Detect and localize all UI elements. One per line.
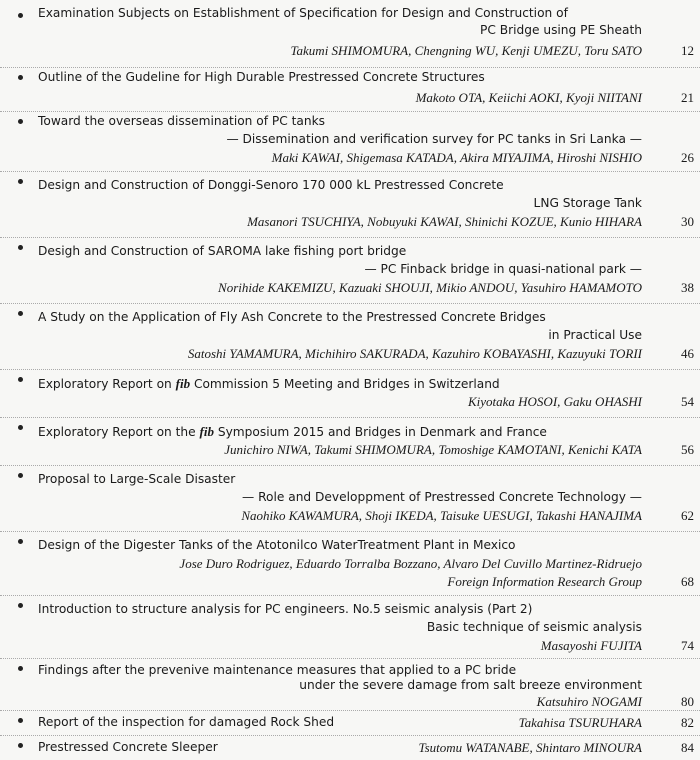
entry-page-number: 56: [681, 442, 694, 457]
bullet-icon: [18, 119, 23, 124]
bullet-icon: [18, 311, 23, 316]
bullet-icon: [18, 603, 23, 608]
entry-title: Outline of the Gudeline for High Durable Prestressed Concrete Structures: [38, 70, 485, 84]
entry-page-number: 84: [681, 740, 694, 755]
toc-entry[interactable]: [0, 171, 700, 232]
entry-authors: Kiyotaka HOSOI, Gaku OHASHI: [467, 394, 642, 409]
entry-page-number: 38: [681, 280, 694, 295]
entry-title-continued: PC Bridge using PE Sheath: [480, 23, 642, 37]
entry-page-number: 46: [681, 346, 694, 361]
entry-subtitle: Basic technique of seismic analysis: [426, 620, 642, 634]
entry-title: Design of the Digester Tanks of the Atotonilco WaterTreatment Plant in Mexico: [38, 538, 516, 552]
toc-entry[interactable]: [0, 237, 700, 298]
entry-page-number: 62: [681, 508, 694, 523]
entry-authors-group: Foreign Information Research Group: [447, 574, 642, 589]
entry-authors: Tsutomu WATANABE, Shintaro MINOURA: [418, 740, 642, 755]
bullet-icon: [18, 539, 23, 544]
entry-title: Toward the overseas dissemination of PC tanks: [38, 114, 325, 128]
toc-entry[interactable]: [0, 369, 700, 412]
entry-subtitle: — Dissemination and verification survey for PC tanks in Sri Lanka —: [226, 132, 642, 146]
entry-title: Prestressed Concrete Sleeper: [38, 740, 218, 754]
entry-title-continued: LNG Storage Tank: [533, 196, 642, 210]
entry-title: Introduction to structure analysis for PC engineers. No.5 seismic analysis (Part 2): [38, 602, 533, 616]
entry-page-number: 54: [681, 394, 694, 409]
entry-title-continued: in Practical Use: [548, 328, 642, 342]
entry-page-number: 12: [681, 43, 694, 58]
toc-entry[interactable]: [0, 595, 700, 656]
toc-entry[interactable]: [0, 710, 700, 735]
toc-entry[interactable]: [0, 303, 700, 364]
entry-authors: Jose Duro Rodriguez, Eduardo Torralba Bozzano, Alvaro Del Cuvillo Martinez-Ridruejo: [179, 556, 642, 571]
entry-authors: Masanori TSUCHIYA, Nobuyuki KAWAI, Shinichi KOZUE, Kunio HIHARA: [247, 214, 642, 229]
entry-title: Desigh and Construction of SAROMA lake fishing port bridge: [38, 244, 407, 258]
entry-title: A Study on the Application of Fly Ash Concrete to the Prestressed Concrete Bridges: [38, 310, 546, 324]
bullet-icon: [18, 425, 23, 430]
entry-title-continued: under the severe damage from salt breeze environment: [299, 678, 642, 692]
toc-entry[interactable]: [0, 67, 700, 106]
toc-entry[interactable]: [0, 531, 700, 594]
bullet-icon: [18, 377, 23, 382]
entry-authors: Maki KAWAI, Shigemasa KATADA, Akira MIYAJIMA, Hiroshi NISHIO: [271, 150, 642, 165]
bullet-icon: [18, 473, 23, 478]
entry-page-number: 74: [681, 638, 694, 653]
toc-entry[interactable]: [0, 465, 700, 526]
entry-title: Findings after the prevenive maintenance measures that applied to a PC bride: [38, 663, 517, 677]
entry-title: Design and Construction of Donggi-Senoro 170 000 kL Prestressed Concrete: [38, 178, 504, 192]
entry-page-number: 80: [681, 694, 694, 709]
entry-subtitle: — Role and Developpment of Prestressed Concrete Technology —: [242, 490, 642, 504]
entry-title: Exploratory Report on the fib Symposium 2015 and Bridges in Denmark and France: [38, 424, 547, 439]
entry-authors: Norihide KAKEMIZU, Kazuaki SHOUJI, Mikio ANDOU, Yasuhiro HAMAMOTO: [218, 280, 642, 295]
toc-entry[interactable]: [0, 111, 700, 170]
entry-title: Examination Subjects on Establishment of Specification for Design and Construction of: [38, 6, 568, 20]
entry-authors: Takahisa TSURUHARA: [518, 715, 642, 730]
bullet-icon: [18, 13, 23, 18]
entry-title: Report of the inspection for damaged Rock Shed: [38, 715, 335, 729]
bullet-icon: [18, 666, 23, 671]
bullet-icon: [18, 75, 23, 80]
bullet-icon: [18, 179, 23, 184]
toc-entry[interactable]: [0, 735, 700, 760]
bullet-icon: [18, 245, 23, 250]
bullet-icon: [18, 718, 23, 723]
entry-page-number: 26: [681, 150, 694, 165]
toc-entry[interactable]: [0, 6, 700, 64]
toc-entry[interactable]: [0, 417, 700, 460]
entry-page-number: 21: [681, 90, 694, 105]
entry-page-number: 68: [681, 574, 694, 589]
entry-title: Exploratory Report on fib Commission 5 Meeting and Bridges in Switzerland: [38, 376, 500, 391]
entry-page-number: 82: [681, 715, 694, 730]
entry-authors: Masayoshi FUJITA: [540, 638, 642, 653]
entry-authors: Takumi SHIMOMURA, Chengning WU, Kenji UMEZU, Toru SATO: [290, 43, 642, 58]
entry-authors: Naohiko KAWAMURA, Shoji IKEDA, Taisuke UESUGI, Takashi HANAJIMA: [241, 508, 642, 523]
entry-page-number: 30: [681, 214, 694, 229]
toc-entry[interactable]: [0, 658, 700, 711]
entry-title: Proposal to Large-Scale Disaster: [38, 472, 236, 486]
entry-subtitle: — PC Finback bridge in quasi-national park —: [364, 262, 642, 276]
entry-authors: Junichiro NIWA, Takumi SHIMOMURA, Tomoshige KAMOTANI, Kenichi KATA: [224, 442, 642, 457]
entry-authors: Makoto OTA, Keiichi AOKI, Kyoji NIITANI: [415, 90, 642, 105]
entry-authors: Satoshi YAMAMURA, Michihiro SAKURADA, Kazuhiro KOBAYASHI, Kazuyuki TORII: [187, 346, 642, 361]
entry-authors: Katsuhiro NOGAMI: [536, 694, 642, 709]
bullet-icon: [18, 743, 23, 748]
